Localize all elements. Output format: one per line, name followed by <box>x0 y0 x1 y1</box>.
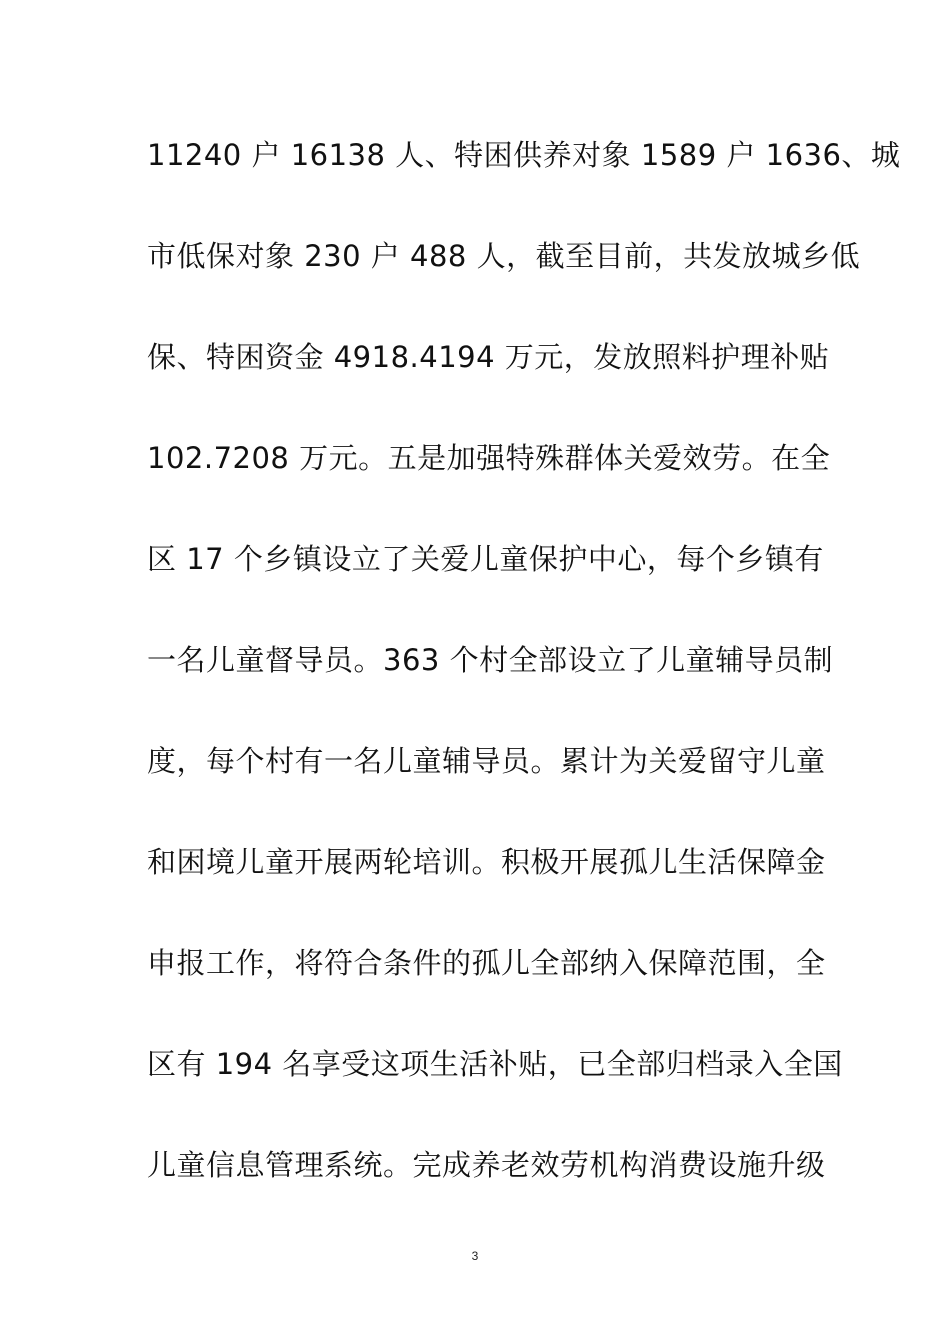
text-line: 市低保对象 230 户 488 人，截至目前，共发放城乡低 <box>147 239 861 273</box>
text-line: 和困境儿童开展两轮培训。积极开展孤儿生活保障金 <box>147 845 826 879</box>
text-line: 区有 194 名享受这项生活补贴，已全部归档录入全国 <box>147 1047 843 1081</box>
text-line: 一名儿童督导员。363 个村全部设立了儿童辅导员制 <box>147 643 834 677</box>
text-line: 儿童信息管理系统。完成养老效劳机构消费设施升级 <box>147 1148 826 1182</box>
text-line: 申报工作，将符合条件的孤儿全部纳入保障范围，全 <box>147 946 826 980</box>
page-number: 3 <box>471 1249 479 1263</box>
body-text <box>147 123 901 1234</box>
text-line: 度，每个村有一名儿童辅导员。累计为关爱留守儿童 <box>147 744 826 778</box>
text-line: 102.7208 万元。五是加强特殊群体关爱效劳。在全 <box>147 441 831 475</box>
text-line: 保、特困资金 4918.4194 万元，发放照料护理补贴 <box>147 340 830 374</box>
text-line: 11240 户 16138 人、特困供养对象 1589 户 1636、城 <box>147 138 901 172</box>
text-line: 区 17 个乡镇设立了关爱儿童保护中心，每个乡镇有 <box>147 542 824 576</box>
